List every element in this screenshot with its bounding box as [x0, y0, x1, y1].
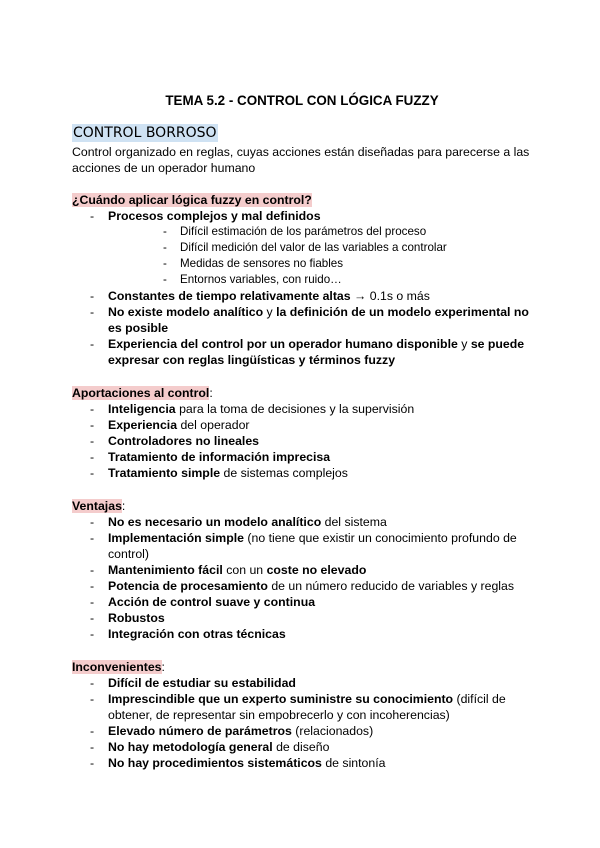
document-page [72, 92, 532, 788]
item-text: (relacionados) [291, 724, 374, 738]
list-item [72, 755, 532, 771]
section-when-to-apply [72, 192, 532, 368]
item-bold: No existe modelo analítico [108, 305, 264, 319]
item-text: → 0.1s o más [350, 289, 430, 303]
item-text: con un [222, 563, 267, 577]
item-bold: Integración con otras técnicas [108, 627, 286, 641]
list-item [72, 739, 532, 755]
list-item [72, 675, 532, 691]
item-bold: Potencia de procesamiento [108, 579, 268, 593]
list-drawbacks [72, 675, 532, 771]
item-bold: Constantes de tiempo relativamente altas [108, 289, 351, 303]
list-item [72, 433, 532, 449]
item-text: de sintonía [321, 756, 386, 770]
item-bold: coste no elevado [266, 563, 367, 577]
sublist-complex-processes [108, 224, 532, 288]
item-bold: No es necesario un modelo analítico [108, 515, 322, 529]
heading-contributions: Aportaciones al control [72, 386, 210, 400]
section-heading-control-borroso: CONTROL BORROSO [73, 125, 217, 141]
item-text: y [263, 305, 277, 319]
heading-drawbacks: Inconvenientes [72, 660, 162, 674]
item-bold: Controladores no lineales [108, 434, 260, 448]
list-item [72, 610, 532, 626]
item-bold: Experiencia del control por un operador humano disponible [108, 337, 458, 351]
item-bold: Tratamiento de información imprecisa [108, 450, 331, 464]
list-item [72, 514, 532, 530]
item-bold: Inteligencia [108, 402, 176, 416]
item-bold: Robustos [108, 611, 165, 625]
item-bold: Experiencia [108, 418, 178, 432]
list-item [72, 691, 532, 723]
item-bold: No hay metodología general [108, 740, 273, 754]
item-text: para la toma de decisiones y la supervisión [175, 402, 415, 416]
section-drawbacks [72, 659, 532, 771]
list-item [72, 594, 532, 610]
item-bold: Difícil de estudiar su estabilidad [108, 676, 296, 690]
item-text: de sistemas complejos [220, 466, 348, 480]
section-contributions [72, 385, 532, 481]
item-text: de diseño [272, 740, 330, 754]
item-text: del sistema [321, 515, 387, 529]
list-item [72, 530, 532, 562]
intro-paragraph: Control organizado en reglas, cuyas acciones están diseñadas para parecerse a las acciones de un operador humano [72, 145, 530, 175]
list-contributions [72, 401, 532, 481]
list-item [72, 304, 532, 336]
item-text: Procesos complejos y mal definidos [108, 209, 321, 223]
sublist-item: - Difícil medición del valor de las variables a controlar [108, 240, 532, 256]
list-item [72, 562, 532, 578]
list-item [72, 417, 532, 433]
item-text: del operador [177, 418, 250, 432]
sublist-item: - Entornos variables, con ruido… [108, 272, 532, 288]
item-bold: Imprescindible que un experto suministre su conocimiento [108, 692, 454, 706]
item-bold: Tratamiento simple [108, 466, 221, 480]
item-bold: Acción de control suave y continua [108, 595, 316, 609]
sublist-item: - Difícil estimación de los parámetros del proceso [108, 224, 532, 240]
list-item [72, 449, 532, 465]
document-title: TEMA 5.2 - CONTROL CON LÓGICA FUZZY [165, 93, 439, 108]
list-item [72, 288, 532, 304]
sublist-item: - Medidas de sensores no fiables [108, 256, 532, 272]
item-bold: No hay procedimientos sistemáticos [108, 756, 322, 770]
item-text: (no tiene que existir un conocimiento profundo de control) [108, 531, 517, 561]
list-when-to-apply [72, 208, 532, 368]
list-item [72, 401, 532, 417]
heading-colon: : [209, 386, 213, 400]
item-text: (difícil de obtener, de representar sin empobrecerlo y con incoherencias) [108, 692, 506, 722]
list-item [72, 336, 532, 368]
heading-colon: : [161, 660, 165, 674]
item-bold: Implementación simple [108, 531, 244, 545]
item-bold: Elevado número de parámetros [108, 724, 292, 738]
heading-when-to-apply: ¿Cuándo aplicar lógica fuzzy en control? [72, 193, 312, 207]
item-bold: se puede expresar con reglas lingüísticas y términos fuzzy [108, 337, 525, 367]
item-text: y [457, 337, 471, 351]
list-item [72, 465, 532, 481]
item-bold: la definición de un modelo experimental no es posible [108, 305, 529, 335]
list-item [72, 723, 532, 739]
list-item [72, 578, 532, 594]
heading-advantages: Ventajas [72, 499, 122, 513]
heading-colon: : [121, 499, 126, 513]
item-bold: Mantenimiento fácil [108, 563, 223, 577]
list-item [72, 626, 532, 642]
list-advantages [72, 514, 532, 642]
section-advantages [72, 498, 532, 642]
item-text: de un número reducido de variables y reglas [267, 579, 515, 593]
list-item [72, 208, 532, 288]
